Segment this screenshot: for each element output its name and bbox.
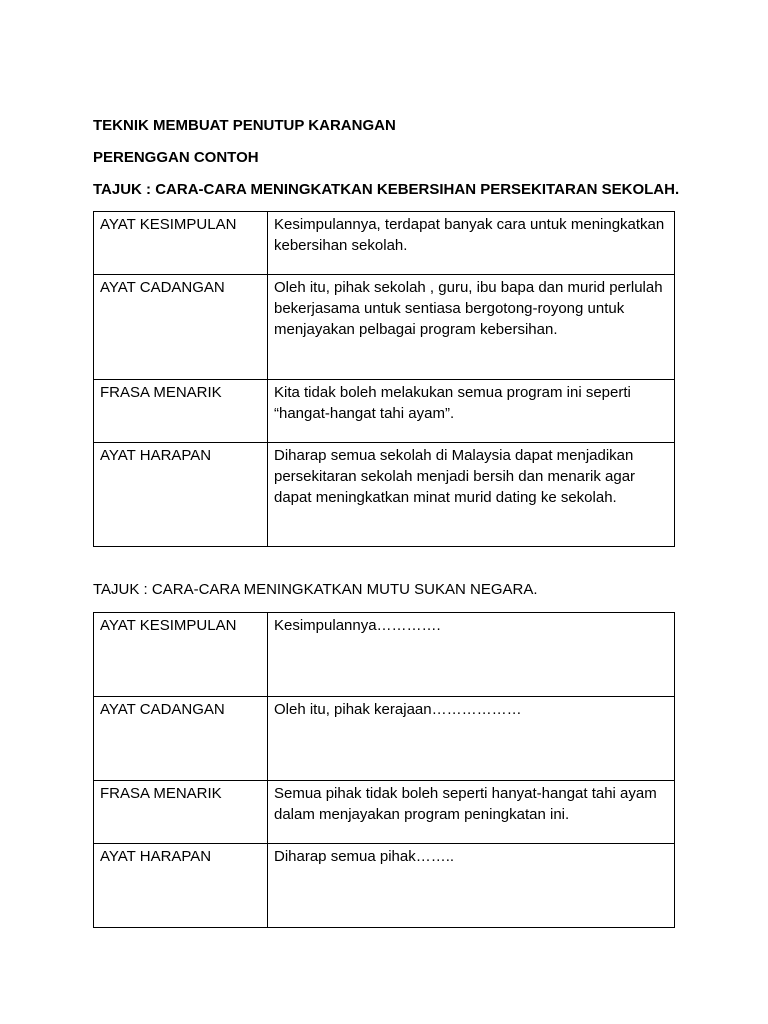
- row-text: Kita tidak boleh melakukan semua program ini seperti “hangat-hangat tahi ayam”.: [268, 380, 675, 443]
- row-text: Diharap semua sekolah di Malaysia dapat menjadikan persekitaran sekolah menjadi bersih dan menarik agar dapat meningkatkan minat murid dating ke sekolah.: [268, 443, 675, 547]
- table-row: [94, 443, 675, 547]
- example-table-cleanliness: [93, 211, 675, 547]
- row-text: Semua pihak tidak boleh seperti hanyat-hangat tahi ayam dalam menjayakan program peningkatan ini.: [268, 781, 675, 844]
- row-label: AYAT KESIMPULAN: [94, 212, 268, 275]
- row-label: AYAT KESIMPULAN: [94, 613, 268, 697]
- table-row: [94, 781, 675, 844]
- row-label: AYAT CADANGAN: [94, 697, 268, 781]
- row-text: Oleh itu, pihak sekolah , guru, ibu bapa dan murid perlulah bekerjasama untuk sentiasa bergotong-royong untuk menjayakan pelbagai program kebersihan.: [268, 275, 675, 380]
- table-row: [94, 613, 675, 697]
- document-subtitle: PERENGGAN CONTOH: [93, 149, 259, 166]
- table-row: [94, 697, 675, 781]
- document-title: TEKNIK MEMBUAT PENUTUP KARANGAN: [93, 117, 396, 134]
- row-label: AYAT HARAPAN: [94, 844, 268, 928]
- exercise-table-sports: [93, 612, 675, 928]
- topic-heading-1: TAJUK : CARA-CARA MENINGKATKAN KEBERSIHAN PERSEKITARAN SEKOLAH.: [93, 181, 680, 198]
- row-label: FRASA MENARIK: [94, 380, 268, 443]
- row-label: AYAT CADANGAN: [94, 275, 268, 380]
- row-label: AYAT HARAPAN: [94, 443, 268, 547]
- table-row: [94, 275, 675, 380]
- row-text: Kesimpulannya………….: [268, 613, 675, 697]
- table-row: [94, 844, 675, 928]
- row-text: Diharap semua pihak……..: [268, 844, 675, 928]
- table-row: [94, 380, 675, 443]
- row-text: Kesimpulannya, terdapat banyak cara untuk meningkatkan kebersihan sekolah.: [268, 212, 675, 275]
- table-row: [94, 212, 675, 275]
- row-text: Oleh itu, pihak kerajaan………………: [268, 697, 675, 781]
- row-label: FRASA MENARIK: [94, 781, 268, 844]
- topic-heading-2: TAJUK : CARA-CARA MENINGKATKAN MUTU SUKAN NEGARA.: [93, 581, 538, 598]
